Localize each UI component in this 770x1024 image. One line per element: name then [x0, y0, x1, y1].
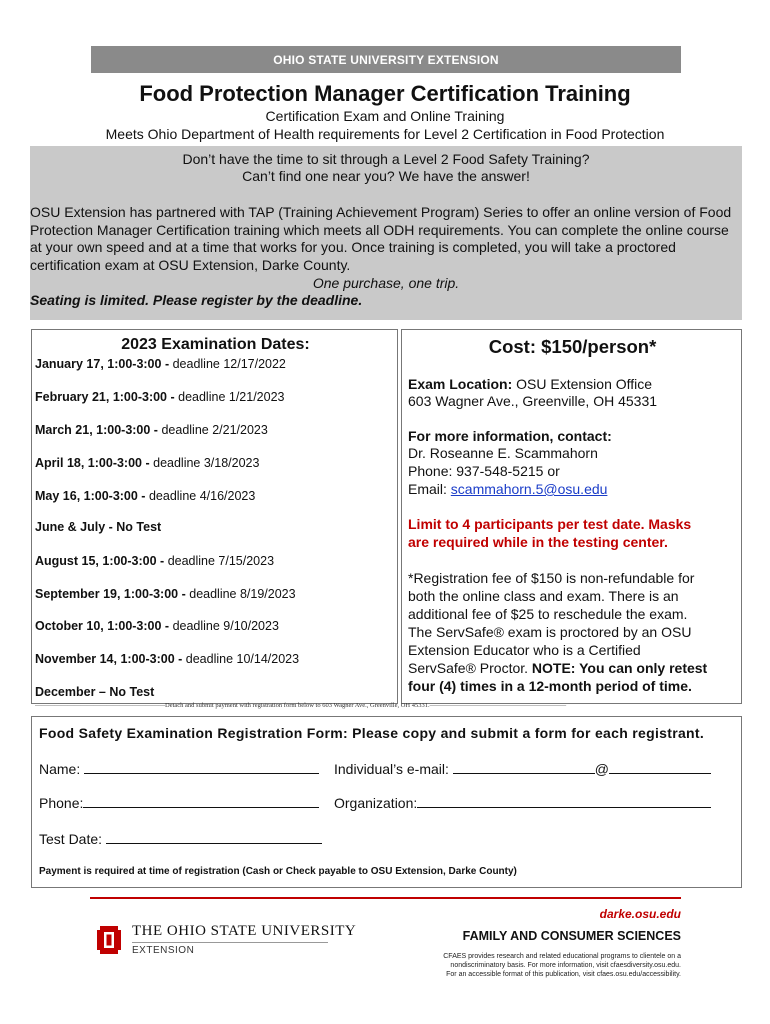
- university-name: THE OHIO STATE UNIVERSITY: [132, 923, 357, 939]
- date-text: August 15, 1:00-3:00 -: [35, 554, 165, 568]
- retest-note: NOTE: You can only retest: [531, 660, 708, 676]
- name-label: Name:: [39, 761, 85, 777]
- date-row: [35, 423, 268, 437]
- cfaes-disclaimer: [381, 952, 681, 979]
- date-row: [35, 587, 296, 601]
- one-purchase-text: One purchase, one trip.: [312, 275, 460, 291]
- contact-email: [408, 481, 607, 499]
- contact-label: For more information, contact:: [408, 428, 612, 444]
- cfaes-line-1: CFAES provides research and related educational programs to clientele on a: [443, 953, 681, 960]
- cost-info-box: [401, 329, 742, 704]
- email-at-sign: @: [594, 761, 610, 777]
- fee-line-7: four (4) times in a 12-month period of time.: [408, 678, 692, 694]
- date-row: [35, 685, 154, 699]
- date-row: [35, 619, 279, 633]
- program-name: FAMILY AND CONSUMER SCIENCES: [462, 929, 681, 943]
- limit-notice-1: Limit to 4 participants per test date. Masks: [408, 516, 692, 532]
- deadline-text: deadline 12/17/2022: [169, 357, 286, 371]
- date-row: [35, 489, 255, 503]
- fee-line-3: additional fee of $25 to reschedule the exam.: [408, 606, 688, 622]
- organization-input-line[interactable]: [417, 796, 711, 808]
- date-row: [35, 390, 284, 404]
- deadline-text: deadline 3/18/2023: [149, 456, 260, 470]
- organization-label: Organization:: [334, 795, 418, 811]
- limit-notice-2: are required while in the testing center.: [408, 534, 668, 550]
- exam-dates-box: [31, 329, 398, 704]
- deadline-text: deadline 1/21/2023: [174, 390, 285, 404]
- form-title: Food Safety Examination Registration Form: Please copy and submit a form for each registrant.: [39, 725, 705, 741]
- email-field: [334, 761, 711, 777]
- footer-divider: [90, 897, 681, 899]
- email-link[interactable]: scammahorn.5@osu.edu: [450, 481, 608, 497]
- subtitle-training: Certification Exam and Online Training: [265, 108, 505, 124]
- intro-question-2: Can’t find one near you? We have the answer!: [242, 168, 530, 184]
- date-row: [35, 456, 259, 470]
- cfaes-line-3: For an accessible format of this publication, visit cfaes.osu.edu/accessibility.: [446, 971, 681, 978]
- deadline-text: deadline 8/19/2023: [185, 587, 296, 601]
- date-text: January 17, 1:00-3:00 -: [35, 357, 170, 371]
- phone-input-line[interactable]: [83, 796, 319, 808]
- location-value: OSU Extension Office: [512, 376, 653, 392]
- date-row: [35, 554, 274, 568]
- cost-title: Cost: $150/person*: [488, 336, 657, 357]
- date-text: February 21, 1:00-3:00 -: [35, 390, 175, 404]
- date-text: May 16, 1:00-3:00 -: [35, 489, 146, 503]
- phone-field: [39, 795, 319, 811]
- organization-field: [334, 795, 711, 811]
- phone-label: Phone:: [39, 795, 84, 811]
- contact-name: Dr. Roseanne E. Scammahorn: [408, 445, 598, 461]
- subtitle-odh: Meets Ohio Department of Health requirements for Level 2 Certification in Food Protection: [105, 126, 665, 142]
- deadline-text: deadline 10/14/2023: [182, 652, 300, 666]
- intro-paragraph: OSU Extension has partnered with TAP (Training Achievement Program) Series to offer an online version of Food Protection Manager Certification training which meets all ODH requirements. You can complete the online course at your own speed and at a time that works for you. Once training is completed, you will take a proctored certification exam at OSU Extension, Darke County.: [30, 204, 732, 273]
- name-input-line[interactable]: [84, 762, 319, 774]
- header-banner: OHIO STATE UNIVERSITY EXTENSION: [91, 46, 681, 73]
- intro-question-1: Don’t have the time to sit through a Level 2 Food Safety Training?: [182, 151, 590, 167]
- deadline-text: deadline 4/16/2023: [145, 489, 256, 503]
- deadline-text: deadline 7/15/2023: [164, 554, 275, 568]
- registration-form: [31, 716, 742, 888]
- logo-rule: [132, 942, 328, 943]
- fee-line-6: [408, 660, 707, 678]
- detach-line: ————————————————————Detach and submit payment with registration form below to 603 Wagner Ave., Greenville, OH 45331.—————————————————————: [35, 702, 567, 709]
- fee-line-1: *Registration fee of $150 is non-refundable for: [408, 570, 695, 586]
- test-date-field: [39, 831, 322, 847]
- date-row: [35, 357, 286, 371]
- contact-phone: Phone: 937-548-5215 or: [408, 463, 560, 479]
- deadline-text: deadline 2/21/2023: [157, 423, 268, 437]
- exam-location: [408, 376, 652, 394]
- date-text: March 21, 1:00-3:00 -: [35, 423, 158, 437]
- exam-address: 603 Wagner Ave., Greenville, OH 45331: [408, 393, 658, 409]
- fee-line-5: Extension Educator who is a Certified: [408, 642, 641, 658]
- date-row: [35, 520, 161, 534]
- exam-dates-title: 2023 Examination Dates:: [121, 336, 310, 353]
- date-text: October 10, 1:00-3:00 -: [35, 619, 170, 633]
- fee-proctor: ServSafe® Proctor.: [408, 660, 532, 676]
- email-input-line[interactable]: [453, 762, 595, 774]
- test-date-input-line[interactable]: [106, 832, 322, 844]
- fee-line-4: The ServSafe® exam is proctored by an OSU: [408, 624, 692, 640]
- date-text: December – No Test: [35, 685, 155, 699]
- block-o-icon: [97, 922, 121, 958]
- extension-label: EXTENSION: [132, 945, 195, 956]
- test-date-label: Test Date:: [39, 831, 106, 847]
- date-text: June & July - No Test: [35, 520, 162, 534]
- email-domain-line[interactable]: [609, 762, 711, 774]
- individual-email-label: Individual’s e-mail:: [334, 761, 453, 777]
- osu-extension-logo: [97, 920, 357, 960]
- website-link[interactable]: darke.osu.edu: [599, 907, 681, 921]
- deadline-text: deadline 9/10/2023: [169, 619, 279, 633]
- name-field: [39, 761, 319, 777]
- intro-box: [30, 146, 742, 320]
- date-text: September 19, 1:00-3:00 -: [35, 587, 186, 601]
- fee-line-2: both the online class and exam. There is an: [408, 588, 679, 604]
- page-title: Food Protection Manager Certification Training: [139, 81, 631, 106]
- email-label: Email:: [408, 481, 451, 497]
- seating-notice: Seating is limited. Please register by the deadline.: [30, 292, 363, 308]
- date-text: November 14, 1:00-3:00 -: [35, 652, 183, 666]
- payment-note: Payment is required at time of registration (Cash or Check payable to OSU Extension, Darke County): [39, 866, 517, 877]
- date-text: April 18, 1:00-3:00 -: [35, 456, 150, 470]
- date-row: [35, 652, 299, 666]
- cfaes-line-2: nondiscriminatory basis. For more information, visit cfaesdiversity.osu.edu.: [450, 962, 681, 969]
- location-label: Exam Location:: [408, 376, 513, 392]
